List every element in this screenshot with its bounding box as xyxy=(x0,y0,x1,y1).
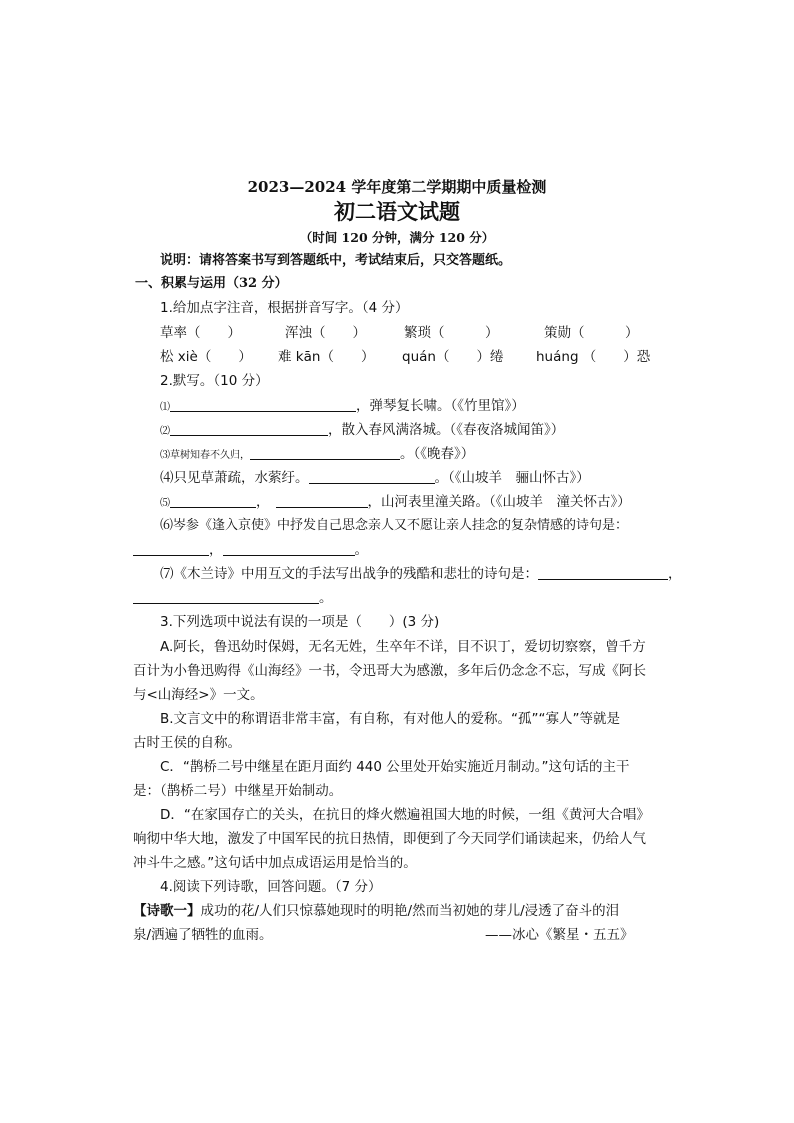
poem-text: 成功的花/人们只惊慕她现时的明艳/然而当初她的芽儿/浸透了奋斗的泪 xyxy=(200,903,620,919)
answer-blank[interactable] xyxy=(309,469,435,484)
poem-line xyxy=(133,901,619,921)
exam-subtitle: 2023—2024 学年度第二学期期中质量检测 xyxy=(247,178,547,196)
recite-item-7 xyxy=(160,564,682,584)
option-d: D．“在家国存亡的关头，在抗日的烽火燃遍祖国大地的时候，一组《黄河大合唱》 xyxy=(160,807,650,823)
answer-blank[interactable] xyxy=(133,541,209,556)
item-text: ，山河表里潼关路。（《山坡羊 潼关怀古》） xyxy=(367,494,631,510)
exam-note: 说明：请将答案书写到答题纸中，考试结束后，只交答题纸。 xyxy=(160,253,512,268)
question-1-stem: 1.给加点字注音，根据拼音写字。（4 分） xyxy=(160,300,409,316)
answer-blank[interactable] xyxy=(133,589,319,604)
pinyin-item: huáng （ ）恐 xyxy=(536,349,651,365)
item-number: ⑸ xyxy=(160,498,170,509)
exam-title: 初二语文试题 xyxy=(334,199,460,224)
answer-blank[interactable] xyxy=(276,493,368,508)
item-text: ⑺《木兰诗》中用互文的手法写出战争的残酷和悲壮的诗句是： xyxy=(160,566,538,582)
pinyin-item: 难 kān（ ） xyxy=(278,349,375,365)
item-text: 。 xyxy=(354,542,368,558)
answer-blank[interactable] xyxy=(170,421,328,436)
item-text: ，弹琴复长啸。（《竹里馆》） xyxy=(356,398,525,414)
item-number: ⑵ xyxy=(160,426,170,437)
poem-label: 【诗歌一】 xyxy=(133,903,201,919)
pinyin-item: 松 xiè（ ） xyxy=(160,349,252,365)
recite-item-2 xyxy=(160,420,564,442)
poem-source: ——冰心《繁星・五五》 xyxy=(485,927,634,943)
option-c: C．“鹊桥二号中继星在距月面约 440 公里处开始实施近月制动。”这句话的主干 xyxy=(160,759,630,775)
question-3-stem: 3.下列选项中说法有误的一项是（ ）(3 分) xyxy=(160,614,440,630)
option-a: A.阿长，鲁迅幼时保姆，无名无姓，生卒年不详，目不识丁，爱切切察察，曾千方 xyxy=(160,639,646,655)
option-b: 古时王侯的自称。 xyxy=(133,735,241,751)
item-number: ⑴ xyxy=(160,402,170,413)
recite-item-6-answer xyxy=(133,540,368,560)
option-a: 百计为小鲁迅购得《山海经》一书，令迅哥大为感激，多年后仍念念不忘，写成《阿长 xyxy=(133,663,646,679)
answer-blank[interactable] xyxy=(170,397,356,412)
item-text: ⑶草树知春不久归， xyxy=(160,450,250,461)
option-c: 是：（鹊桥二号）中继星开始制动。 xyxy=(133,783,343,799)
item-text: ， xyxy=(256,494,270,510)
answer-blank[interactable] xyxy=(250,445,400,460)
recite-item-1 xyxy=(160,396,525,418)
recite-item-4 xyxy=(160,468,590,488)
option-b: B.文言文中的称谓语非常丰富，有自称，有对他人的爱称。“孤”“寡人”等就是 xyxy=(160,711,621,727)
pinyin-item: 草率（ ） xyxy=(160,325,241,341)
pinyin-item: 策勋（ ） xyxy=(544,325,639,341)
answer-blank[interactable] xyxy=(223,541,355,556)
option-a: 与<山海经>》一文。 xyxy=(133,687,264,703)
answer-blank[interactable] xyxy=(170,493,256,508)
recite-item-5 xyxy=(160,492,631,514)
recite-item-7-answer xyxy=(133,588,333,608)
question-4-stem: 4.阅读下列诗歌，回答问题。（7 分） xyxy=(160,879,382,895)
item-text: 。（《山坡羊 骊山怀古》） xyxy=(434,470,590,486)
option-d: 冲斗牛之感。”这句话中加点成语运用是恰当的。 xyxy=(133,855,417,871)
section-heading: 一、积累与运用（32 分） xyxy=(135,276,288,291)
item-text: 。（《晚春》） xyxy=(400,446,475,462)
exam-time: （时间 120 分钟，满分 120 分） xyxy=(299,230,495,245)
item-text: ⑷只见草萧疏，水萦纡。 xyxy=(160,470,309,486)
question-2-stem: 2.默写。（10 分） xyxy=(160,373,269,389)
item-text: 。 xyxy=(319,590,333,606)
option-d: 响彻中华大地，激发了中国军民的抗日热情，即便到了今天同学们诵读起来，仍给人气 xyxy=(133,831,646,847)
pinyin-item: 浑浊（ ） xyxy=(285,325,366,341)
pinyin-item: 繁琐（ ） xyxy=(404,325,499,341)
item-text: ， xyxy=(209,542,223,558)
recite-item-3 xyxy=(160,444,474,466)
item-text: ，散入春风满洛城。（《春夜洛城闻笛》） xyxy=(328,422,565,438)
poem-line: 泉/洒遍了牺牲的血雨。 xyxy=(133,927,273,943)
recite-item-6: ⑹岑参《逢入京使》中抒发自己思念亲人又不愿让亲人挂念的复杂情感的诗句是： xyxy=(160,518,629,533)
pinyin-item: quán（ ）绻 xyxy=(402,349,504,365)
answer-blank[interactable] xyxy=(538,565,668,580)
item-text: ， xyxy=(668,566,682,582)
